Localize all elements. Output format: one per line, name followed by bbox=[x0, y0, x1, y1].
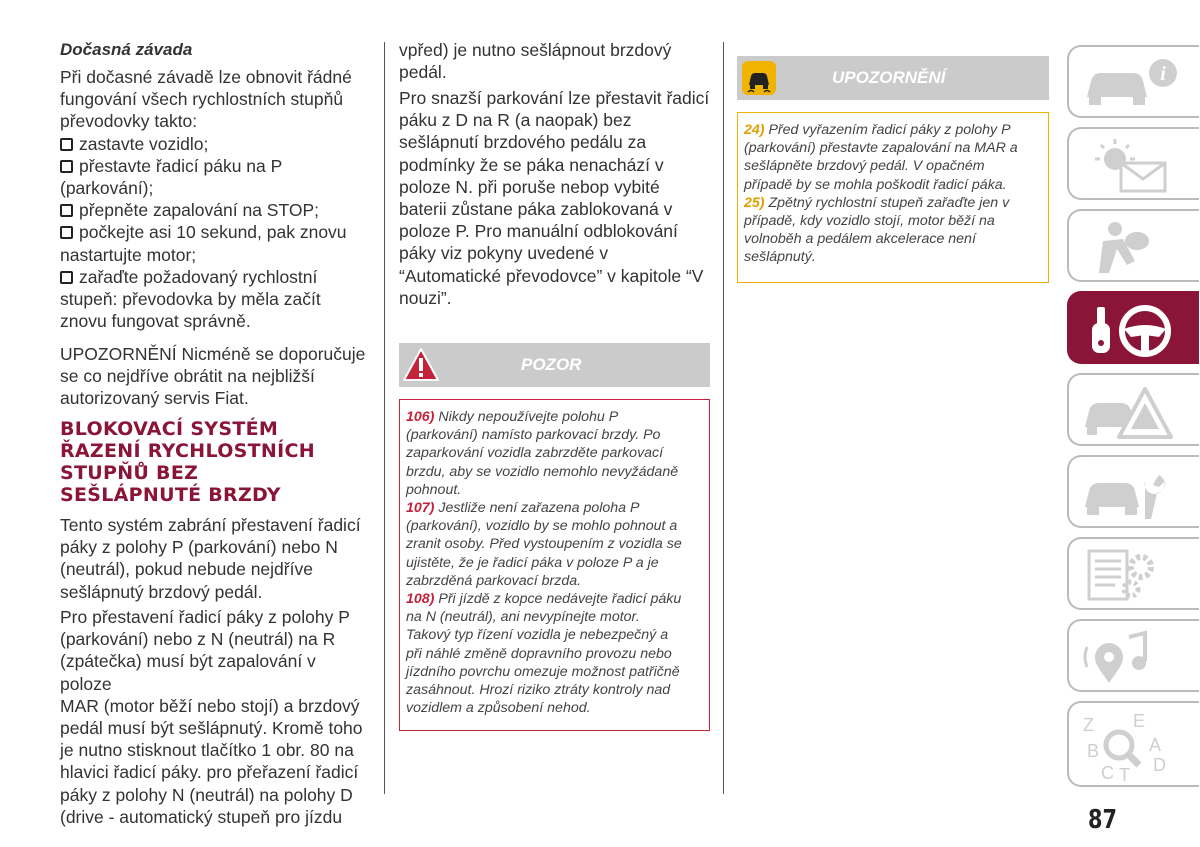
svg-text:C: C bbox=[1101, 763, 1114, 783]
warning-triangle-icon bbox=[401, 346, 441, 384]
caution-box bbox=[737, 112, 1049, 283]
tab-index[interactable] bbox=[1067, 701, 1199, 787]
warning-line: zasáhnout. Hrozí riziko ztráty kontroly nad bbox=[406, 682, 671, 699]
checkbox-bullet-icon bbox=[60, 204, 73, 217]
step-2: přestavte řadicí páku na P bbox=[60, 155, 370, 177]
note-line: UPOZORNĚNÍ Nicméně se doporučuje bbox=[60, 344, 366, 364]
paragraph-line: (neutrál), pokud nebude nejdříve bbox=[60, 559, 313, 580]
warning-line: jízdního povrchu omezuje možnost patřičně bbox=[406, 663, 680, 680]
intro-line: Při dočasné závadě lze obnovit řádné bbox=[60, 67, 352, 87]
car-info-icon bbox=[1079, 53, 1191, 113]
svg-text:B: B bbox=[1087, 741, 1100, 761]
paragraph-line: (parkování) nebo z N (neutrál) na R bbox=[60, 629, 336, 650]
paragraph-line: je nutno stisknout tlačítko 1 obr. 80 na bbox=[60, 740, 354, 761]
car-wrench-icon bbox=[1079, 463, 1191, 523]
warning-line: pohnout. bbox=[406, 481, 462, 498]
intro-line: převodovky takto: bbox=[60, 111, 198, 132]
seat-airbag-icon bbox=[1079, 217, 1191, 277]
caution-line: sešlápnutý. bbox=[744, 249, 816, 266]
paragraph-line: poloze P. Pro manuální odblokování bbox=[399, 221, 678, 242]
car-warning-triangle-icon bbox=[1079, 381, 1191, 441]
key-steering-wheel-icon bbox=[1079, 299, 1191, 359]
warning-line: brzdu, aby se vozidlo nemohlo nevyžádaně bbox=[406, 463, 679, 480]
step-5: zařaďte požadovaný rychlostní bbox=[60, 266, 370, 288]
car-skid-caution-icon bbox=[740, 59, 778, 97]
svg-text:Z: Z bbox=[1083, 715, 1094, 735]
checkbox-bullet-icon bbox=[60, 271, 73, 284]
alphabetical-index-icon bbox=[1079, 709, 1191, 783]
intro-line: fungování všech rychlostních stupňů bbox=[60, 89, 344, 110]
caution-title: UPOZORNĚNÍ bbox=[832, 68, 946, 87]
caution-line: případě by se mohla poškodit řadicí páka. bbox=[744, 176, 1007, 193]
paragraph-line: “Automatické převodovce” v kapitole “V bbox=[399, 265, 704, 286]
tab-lights[interactable] bbox=[1067, 127, 1199, 200]
checkbox-bullet-icon bbox=[60, 160, 73, 173]
tab-maintenance[interactable] bbox=[1067, 455, 1199, 528]
warning-line: zranit osoby. Před vystoupením z vozidla se bbox=[406, 536, 682, 553]
note-line: autorizovaný servis Fiat. bbox=[60, 388, 249, 409]
tab-multimedia[interactable] bbox=[1067, 619, 1199, 692]
checkbox-bullet-icon bbox=[60, 138, 73, 151]
warning-line: zaparkování vozidla zabrzděte parkovací bbox=[406, 445, 664, 462]
multimedia-music-icon bbox=[1079, 627, 1191, 687]
svg-text:E: E bbox=[1133, 711, 1146, 731]
warning-line: při náhlé změně dopravního provozu nebo bbox=[406, 645, 672, 662]
paragraph-line: podmínky že se páka nenachází v bbox=[399, 154, 664, 175]
step-3: přepněte zapalování na STOP; bbox=[60, 199, 370, 221]
paragraph-line: sešlápnutí brzdového pedálu za bbox=[399, 132, 647, 153]
warning-line: (parkování), vozidlo by se mohlo pohnout a bbox=[406, 518, 678, 535]
paragraph-line: páky viz pokyny uvedené v bbox=[399, 243, 609, 264]
paragraph-line: páky z polohy N (neutrál) na polohy D bbox=[60, 784, 353, 805]
note-line: se co nejdříve obrátit na nejbližší bbox=[60, 366, 315, 387]
section-heading: BLOKOVACÍ SYSTÉM bbox=[60, 418, 279, 440]
paragraph-line: nouzi”. bbox=[399, 287, 452, 308]
paragraph-line: páky z polohy P (parkování) nebo N bbox=[60, 537, 338, 558]
warning-line: vozidlem a způsobení nehod. bbox=[406, 700, 591, 717]
warning-title: POZOR bbox=[521, 355, 582, 374]
paragraph-line: vpřed) je nutno sešlápnout brzdový bbox=[399, 40, 672, 60]
warning-box bbox=[399, 399, 710, 731]
warning-line: zabrzděná parkovací brzda. bbox=[406, 572, 582, 589]
tab-safety[interactable] bbox=[1067, 209, 1199, 282]
warning-line: ujistěte, že je řadicí páka v poloze P a je bbox=[406, 554, 659, 571]
caution-24: 24) Před vyřazením řadicí páky z polohy P bbox=[744, 122, 1011, 138]
lights-envelope-icon bbox=[1079, 135, 1191, 195]
page-number: 87 bbox=[1088, 805, 1117, 835]
paragraph-line: hlavici řadicí páky. pro přeřazení řadicí bbox=[60, 762, 359, 783]
subheading-temporary-fault: Dočasná závada bbox=[60, 40, 193, 59]
step-4: počkejte asi 10 sekund, pak znovu bbox=[60, 221, 370, 243]
tab-starting-driving[interactable] bbox=[1067, 291, 1199, 364]
specs-gears-icon bbox=[1079, 545, 1191, 605]
caution-line: volnoběh a pedálem akcelerace není bbox=[744, 231, 976, 248]
svg-text:A: A bbox=[1149, 735, 1162, 755]
warning-108: 108) Při jízdě z kopce nedávejte řadicí páku bbox=[406, 591, 682, 608]
step-5-cont: stupeň: převodovka by měla začít bbox=[60, 289, 321, 310]
caution-line: (parkování) přestavte zapalování na MAR a bbox=[744, 140, 1018, 157]
tab-emergency[interactable] bbox=[1067, 373, 1199, 446]
caution-line: sešlápněte brzdový pedál. V opačném bbox=[744, 158, 985, 175]
paragraph-line: pedál musí být sešlápnutý. Kromě toho bbox=[60, 718, 363, 739]
paragraph-line: Tento systém zabrání přestavení řadicí bbox=[60, 515, 361, 535]
svg-text:T: T bbox=[1119, 765, 1130, 783]
checkbox-bullet-icon bbox=[60, 226, 73, 239]
caution-banner bbox=[737, 56, 1049, 100]
paragraph-line: baterii zůstane páka zablokovaná v bbox=[399, 199, 673, 220]
warning-107: 107) Jestliže není zařazena poloha P bbox=[406, 500, 640, 517]
tab-car-info[interactable] bbox=[1067, 45, 1199, 118]
section-heading: SEŠLÁPNUTÉ BRZDY bbox=[60, 484, 281, 506]
svg-text:i: i bbox=[1160, 63, 1166, 85]
warning-banner bbox=[399, 343, 710, 387]
warning-106: 106) Nikdy nepoužívejte polohu P bbox=[406, 409, 619, 425]
section-heading: STUPŇŮ BEZ bbox=[60, 462, 199, 484]
column-divider bbox=[723, 42, 724, 794]
warning-line: (parkování) namísto parkovací brzdy. Po bbox=[406, 427, 661, 444]
paragraph-line: MAR (motor běží nebo stojí) a brzdový bbox=[60, 695, 360, 716]
paragraph-line: Pro snazší parkování lze přestavit řadicí bbox=[399, 88, 710, 108]
step-4-cont: nastartujte motor; bbox=[60, 244, 197, 265]
step-1: zastavte vozidlo; bbox=[60, 133, 370, 155]
paragraph-line: (zpátečka) musí být zapalování v poloze bbox=[60, 651, 316, 694]
step-2-cont: (parkování); bbox=[60, 178, 154, 199]
warning-line: na N (neutrál), ani nevypínejte motor. bbox=[406, 609, 640, 626]
paragraph-line: (drive - automatický stupeň pro jízdu bbox=[60, 806, 343, 827]
paragraph-line: pedál. bbox=[399, 62, 447, 83]
warning-line: Takový typ řízení vozidla je nebezpečný a bbox=[406, 627, 669, 644]
paragraph-line: poloze N. při poruše nebop vybité bbox=[399, 176, 660, 197]
caution-25: 25) Zpětný rychlostní stupeň zařaďte jen v bbox=[744, 194, 1010, 211]
paragraph-line: páku z D na R (a naopak) bez bbox=[399, 110, 632, 131]
tab-technical-specs[interactable] bbox=[1067, 537, 1199, 610]
svg-text:D: D bbox=[1153, 755, 1166, 775]
paragraph-line: sešlápnutý brzdový pedál. bbox=[60, 581, 263, 602]
section-heading: ŘAZENÍ RYCHLOSTNÍCH bbox=[60, 440, 315, 462]
step-5-cont: znovu fungovat správně. bbox=[60, 311, 251, 332]
caution-line: případě, kdy vozidlo stojí, motor běží na bbox=[744, 213, 995, 230]
paragraph-line: Pro přestavení řadicí páky z polohy P bbox=[60, 607, 350, 627]
column-divider bbox=[384, 42, 385, 794]
